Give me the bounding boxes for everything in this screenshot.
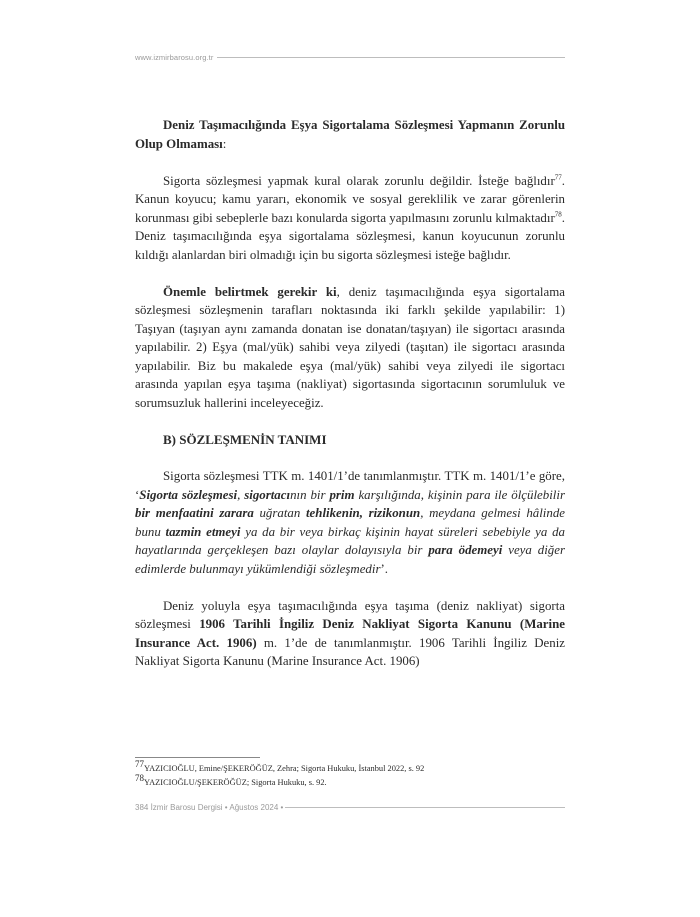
para3-text8: veya diğer edimlerde bulunmayı yükümlendiği sözleşmedir [135,543,565,576]
para3-bold3: prim [329,487,355,502]
header-url: www.izmirbarosu.org.tr [135,53,214,62]
footnote-text: YAZICIOĞLU/ŞEKERÖĞÜZ; Sigorta Hukuku, s. 92. [144,778,327,787]
para3-text9: ’. [380,561,388,576]
footnote-77 [135,759,565,776]
heading-definition: B) SÖZLEŞMENİN TANIMI [163,431,327,447]
para3-text2: , [237,487,245,502]
paragraph-parties [135,283,565,413]
para3-text6: , meydana gelmesi hâlinde bunu [135,506,566,539]
para3-bold1: Sigorta sözleşmesi [139,487,238,502]
footnote-ref-77: 77 [554,173,562,182]
footnote-number: 78 [135,773,144,784]
para4-text1: Deniz yoluyla eşya taşımacılığında eşya taşıma (deniz nakliyat) sigorta sözleşmesi [135,598,565,631]
para3-bold6: tazmin etmeyi [165,524,241,539]
para2-text: , deniz taşımacılığında eşya sigortalama sözleşmesi sözleşmenin tarafları noktasında iki farklı şekilde yapılabilir: 1) Taşıyan (taşıyan aynı zamanda donatan ise donatan/taşıyan) ile sigortacı arasında yapılabilir. 2) Eşya (mal/yük) sahibi veya zilyedi (taşıtan) ile sigortacı arasında yapılabilir. Biz bu makalede eşya (mal/yük) sahibi veya zilyedi ile sigortacı arasında yapılan eşya taşıma (nakliyat) sigortasında sigortacının sorumluluk ve sorumsuzluk hallerini inceleyeceğiz. [135,284,565,410]
page-body [135,116,565,671]
para4-bold1: 1906 Tarihli İngiliz Deniz Nakliyat Sigorta Kanunu (Marine Insurance Act. 1906) [135,617,565,650]
para3-text3: nın bir [290,487,330,502]
section-title [135,116,565,153]
para1-text3: . Deniz taşımacılığında eşya sigortalama sözleşmesi, kanun koyucunun zorunlu kıldığı alanlardan biri olmadığı için bu sigorta sözleşmesi isteğe bağlıdır. [135,210,565,262]
para3-text1: Sigorta sözleşmesi TTK m. 1401/1’de tanımlanmıştır. TTK m. 1401/1’e göre, ‘ [135,469,565,502]
footnote-number: 77 [135,759,144,770]
para3-text5: uğratan [253,506,306,520]
para2-emphasis: Önemle belirtmek gerekir ki [163,284,337,299]
footer-text: 384 İzmir Barosu Dergisi • Ağustos 2024 • [135,803,284,812]
para1-text2: . Kanun koyucu; kamu yararı, ekonomik ve sosyal gereklilik ve zarar görenlerin korunması gibi sebeplerle bazı konularda sigorta yapılmasını zorunlu kılmaktadır [135,173,565,225]
page-footer [135,803,565,812]
footer-rule [285,807,565,808]
section-title-line2: Zorunlu Olup Olmaması [135,118,565,151]
footnote-78 [135,773,565,790]
paragraph-optional-insurance [135,172,565,265]
para3-text7: ya da bir veya birkaç kişinin hayat süreleri sebebiyle ya da hayatlarında gerçekleşen bazı olaylar dolayısıyla bir [135,524,565,557]
para3-bold2: sigortacı [244,487,291,502]
footnote-text: YAZICIOĞLU, Emine/ŞEKERÖĞÜZ, Zehra; Sigorta Hukuku, İstanbul 2022, s. 92 [144,764,425,773]
para3-text4: karşılığında, kişinin para ile ölçülebilir [354,487,565,502]
footnote-rule [135,757,260,758]
paragraph-marine-act [135,597,565,671]
header-rule [217,57,565,58]
para4-text2: m. 1’de de tanımlanmıştır. 1906 Tarihli İngiliz Deniz Nakliyat Sigorta Kanunu (Marine Insurance Act. 1906) [135,635,566,668]
para3-bold4: bir menfaatini zarara [135,506,254,520]
para3-bold7: para ödemeyi [428,543,503,557]
paragraph-definition [135,467,565,578]
footnotes [135,759,565,790]
section-title-line1: Deniz Taşımacılığında Eşya Sigortalama Sözleşmesi Yapmanın [163,118,515,132]
section-title-colon: : [222,136,227,151]
page-header [135,53,565,62]
footnote-ref-78: 78 [554,210,562,219]
para3-bold5: tehlikenin, rizikonun [305,506,421,520]
para1-text1: Sigorta sözleşmesi yapmak kural olarak zorunlu değildir. İsteğe bağlıdır [163,173,555,188]
